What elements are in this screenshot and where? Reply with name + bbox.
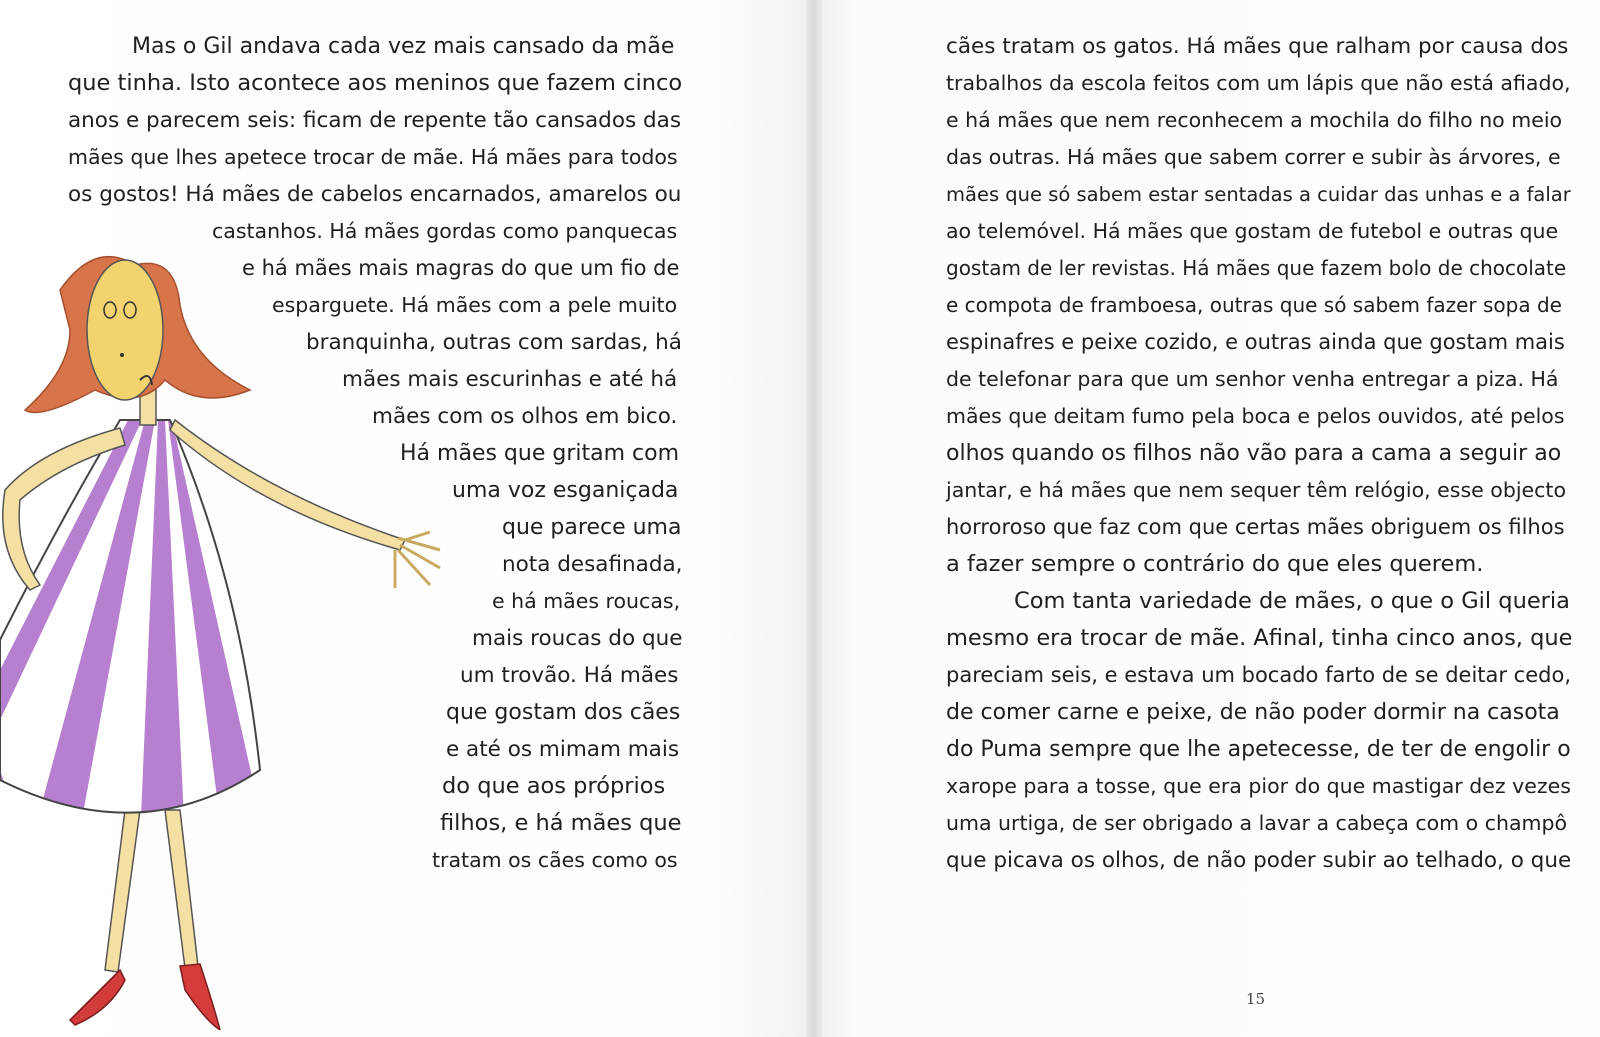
right-line-13: jantar, e há mães que nem sequer têm relógio, esse objecto [946, 478, 1566, 502]
right-line-7: gostam de ler revistas. Há mães que fazem bolo de chocolate [946, 256, 1567, 280]
nose [120, 353, 124, 357]
right-line-23: que picava os olhos, de não poder subir ao telhado, o que [946, 848, 1572, 873]
left-line-22: filhos, e há mães que [440, 810, 682, 836]
right-line-14: horroroso que faz com que certas mães obriguem os filhos [946, 515, 1565, 539]
left-line-8: esparguete. Há mães com a pele muito [272, 293, 678, 317]
right-line-8: e compota de framboesa, outras que só sabem fazer sopa de [946, 293, 1562, 317]
right-line-1: cães tratam os gatos. Há mães que ralham por causa dos [946, 34, 1569, 59]
right-line-18: pareciam seis, e estava um bocado farto de se deitar cedo, [946, 663, 1572, 687]
left-line-15: nota desafinada, [502, 552, 683, 577]
right-line-9: espinafres e peixe cozido, e outras ainda que gostam mais [946, 330, 1565, 354]
left-line-23: tratam os cães como os [432, 848, 678, 872]
right-line-22: uma urtiga, de ser obrigado a lavar a cabeça com o champô [946, 811, 1568, 835]
left-shoe [70, 970, 125, 1025]
right-line-16: Com tanta variedade de mães, o que o Gil queria [1014, 588, 1570, 614]
right-line-11: mães que deitam fumo pela boca e pelos ouvidos, até pelos [946, 404, 1565, 428]
left-line-6: castanhos. Há mães gordas como panquecas [212, 219, 678, 243]
right-line-2: trabalhos da escola feitos com um lápis que não está afiado, [946, 71, 1571, 95]
left-line-7: e há mães mais magras do que um fio de [242, 256, 680, 280]
right-leg [165, 810, 198, 968]
left-line-12: Há mães que gritam com [400, 441, 679, 466]
right-line-20: do Puma sempre que lhe apetecesse, de ter de engolir o [946, 737, 1571, 762]
right-line-21: xarope para a tosse, que era pior do que mastigar dez vezes [946, 774, 1571, 798]
right-line-19: de comer carne e peixe, de não poder dormir na casota [946, 700, 1560, 725]
left-line-3: anos e parecem seis: ficam de repente tão cansados das [68, 108, 682, 133]
right-line-17: mesmo era trocar de mãe. Afinal, tinha cinco anos, que [946, 625, 1573, 651]
left-line-2: que tinha. Isto acontece aos meninos que fazem cinco [68, 70, 683, 96]
right-line-15: a fazer sempre o contrário do que eles querem. [946, 551, 1484, 577]
right-line-3: e há mães que nem reconhecem a mochila do filho no meio [946, 108, 1563, 132]
left-line-9: branquinha, outras com sardas, há [306, 330, 682, 355]
left-leg [105, 810, 140, 972]
face [87, 260, 163, 400]
left-line-20: e até os mimam mais [446, 737, 680, 762]
left-line-16: e há mães roucas, [492, 589, 681, 613]
right-line-6: ao telemóvel. Há mães que gostam de futebol e outras que [946, 219, 1559, 243]
right-line-4: das outras. Há mães que sabem correr e subir às árvores, e [946, 145, 1561, 169]
book-gutter [806, 0, 822, 1037]
left-line-11: mães com os olhos em bico. [372, 404, 678, 429]
left-line-17: mais roucas do que [472, 626, 683, 651]
left-line-19: que gostam dos cães [446, 700, 681, 725]
right-line-12: olhos quando os filhos não vão para a cama a seguir ao [946, 441, 1562, 466]
right-shoe [180, 964, 220, 1030]
right-line-10: de telefonar para que um senhor venha entregar a piza. Há [946, 367, 1559, 391]
left-line-18: um trovão. Há mães [460, 663, 679, 688]
page-number: 15 [1246, 990, 1266, 1008]
left-line-1: Mas o Gil andava cada vez mais cansado da mãe [132, 34, 675, 59]
left-line-4: mães que lhes apetece trocar de mãe. Há mães para todos [68, 145, 678, 169]
left-line-10: mães mais escurinhas e até há [342, 367, 678, 392]
left-line-14: que parece uma [502, 515, 682, 540]
left-line-13: uma voz esganiçada [452, 478, 679, 503]
left-line-5: os gostos! Há mães de cabelos encarnados, amarelos ou [68, 182, 682, 207]
right-hand [395, 532, 440, 588]
left-line-21: do que aos próprios [442, 773, 666, 799]
right-line-5: mães que só sabem estar sentadas a cuidar das unhas e a falar [946, 183, 1571, 206]
